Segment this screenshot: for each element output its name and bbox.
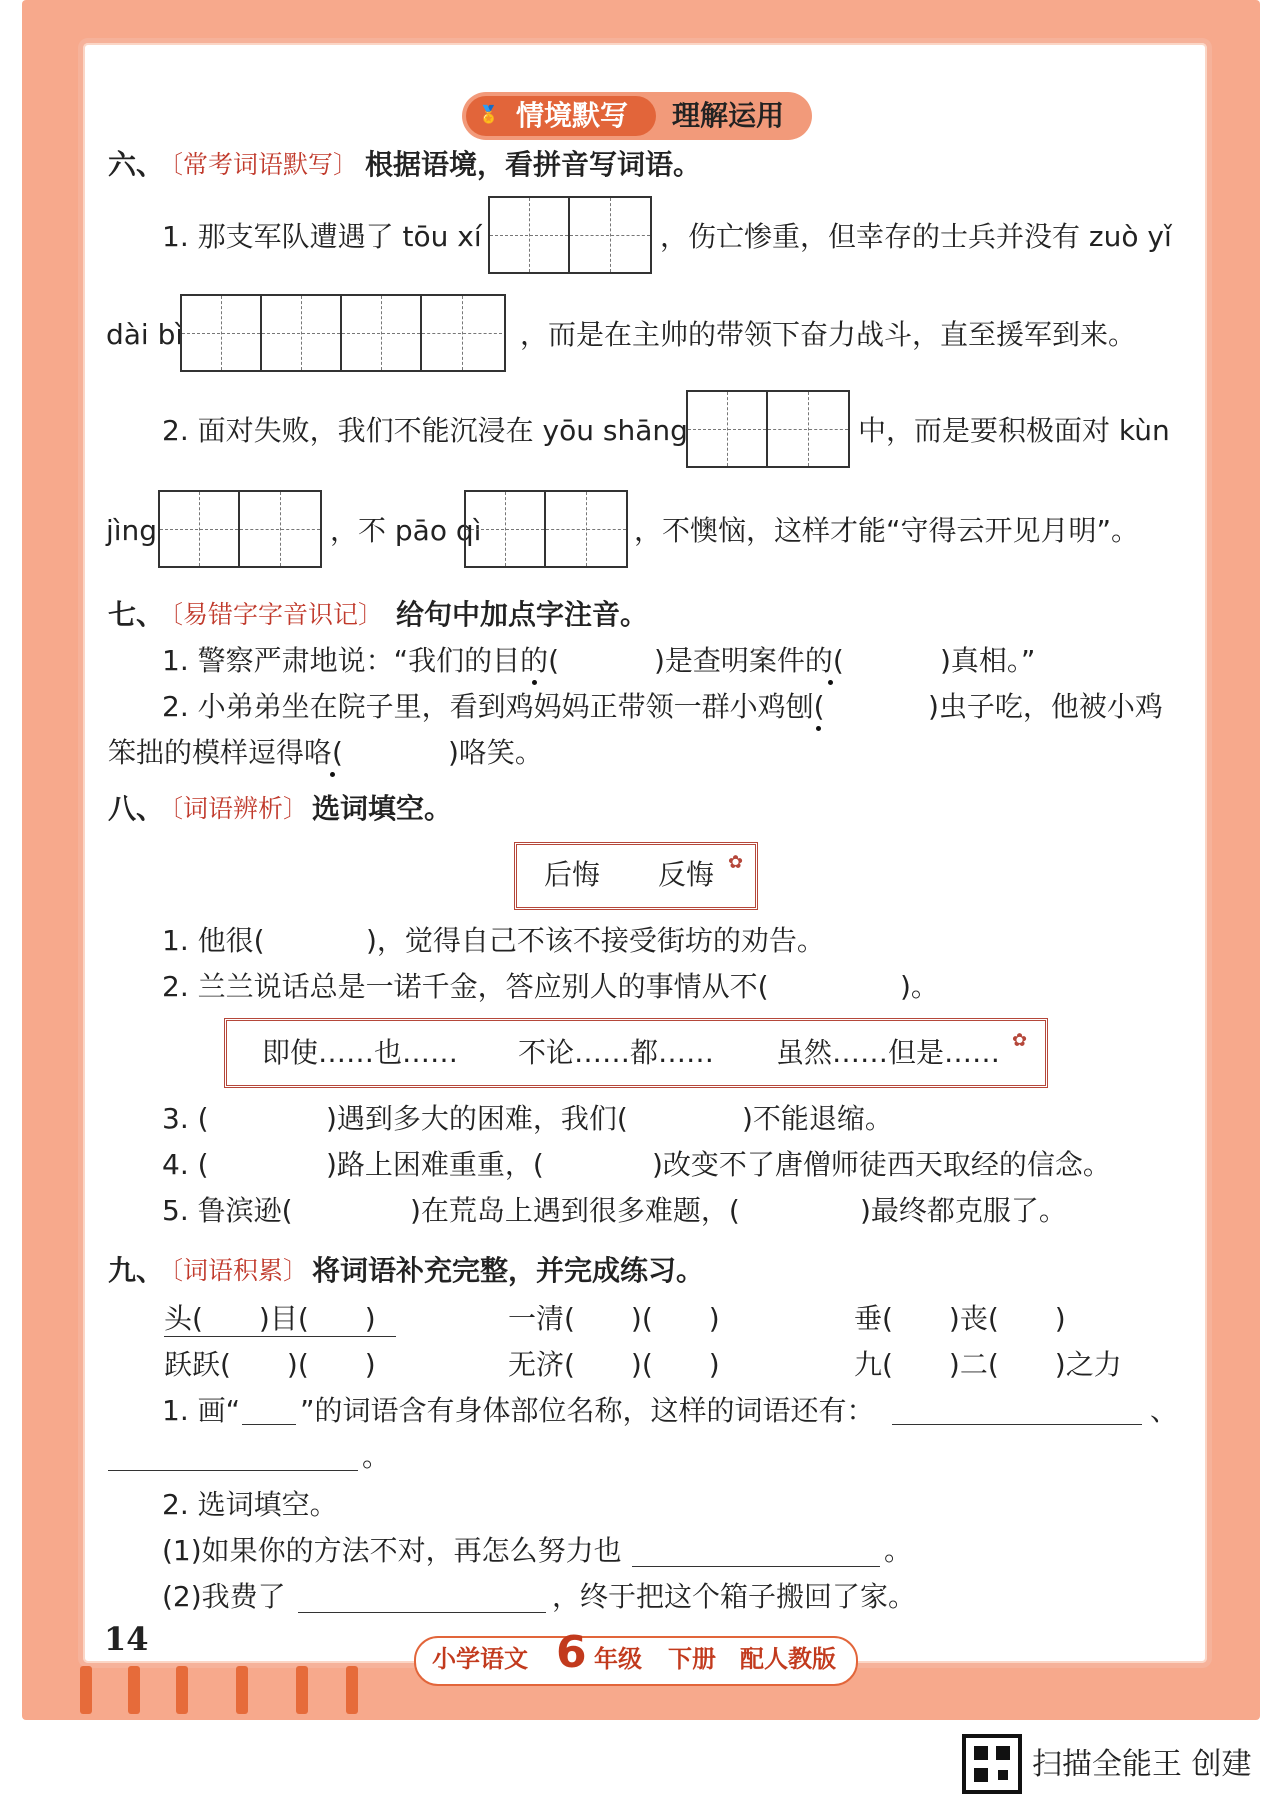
s7-q2-part-a: 2. 小弟弟坐在院子里，看到鸡妈妈正带领一群小鸡刨( — [162, 690, 825, 723]
idiom-underline — [164, 1336, 396, 1337]
s9-q1-part-b: ”的词语含有身体部位名称，这样的词语还有： — [300, 1394, 875, 1427]
s7-q2-part-c: 笨拙的模样逗得咯( — [108, 736, 343, 769]
answer-line[interactable] — [892, 1424, 1142, 1425]
s8-q2-part-a: 2. 兰兰说话总是一诺千金，答应别人的事情从不( — [162, 970, 769, 1003]
conjunction-jishi-ye: 即使……也…… — [262, 1036, 459, 1069]
s8-q3-part-a: 3. ( — [162, 1102, 209, 1135]
s6-q2-part-c: jìng — [106, 514, 158, 547]
tianzige-grid-tou-xi[interactable] — [488, 196, 652, 274]
decor-stripe — [296, 1666, 308, 1714]
s7-instruction: 给句中加点字注音。 — [396, 598, 649, 631]
s9-tag: 〔词语积累〕 — [158, 1256, 309, 1285]
footer-volume: 下册 — [668, 1645, 716, 1673]
word-choice-fanhui: 反悔 — [658, 858, 715, 891]
s9-q2-1-part-b: 。 — [884, 1534, 913, 1567]
watermark-text: 扫描全能王 创建 — [1032, 1747, 1252, 1782]
tianzige-grid-you-shang[interactable] — [686, 390, 850, 468]
s8-q3-part-b: )遇到多大的困难，我们( — [326, 1102, 628, 1135]
s9-q2-label: 2. 选词填空。 — [162, 1488, 338, 1521]
s8-q5-part-c: )最终都克服了。 — [860, 1194, 1067, 1227]
s7-tag: 〔易错字字音识记〕 — [158, 600, 384, 629]
s6-q2-part-d: ，不 pāo qì — [330, 514, 482, 547]
idiom-jiu-er: 九( )二( )之力 — [854, 1348, 1122, 1381]
emphasis-dot — [828, 680, 833, 685]
s9-q2-1-part-a: (1)如果你的方法不对，再怎么努力也 — [162, 1534, 622, 1567]
tianzige-grid-kun-jing[interactable] — [158, 490, 322, 568]
s7-q1-part-a: 1. 警察严肃地说：“我们的目的( — [162, 644, 560, 677]
s6-q2-part-b: 中，而是要积极面对 kùn — [858, 414, 1170, 447]
idiom-yi-qing: 一清( )( ) — [508, 1302, 720, 1335]
idiom-tou-mu: 头( )目( ) — [164, 1302, 376, 1335]
s8-instruction: 选词填空。 — [312, 792, 453, 825]
s8-number: 八、 — [108, 792, 165, 825]
banner-left-label: 情境默写 — [516, 99, 629, 132]
s6-q1-part-d: ，而是在主帅的带领下奋力战斗，直至援军到来。 — [520, 318, 1137, 351]
footer-grade: 年级 — [594, 1645, 642, 1673]
qr-code-icon — [962, 1734, 1022, 1794]
underline-sample — [242, 1424, 296, 1425]
banner-right-label: 理解运用 — [672, 99, 785, 132]
word-choice-houhui: 后悔 — [544, 858, 601, 891]
medal-icon: 🏅 — [478, 105, 500, 125]
answer-line[interactable] — [108, 1470, 358, 1471]
footer-subject: 小学语文 — [432, 1645, 528, 1673]
decor-stripe — [236, 1666, 248, 1714]
decor-stripe — [80, 1666, 92, 1714]
s6-instruction: 根据语境，看拼音写词语。 — [365, 148, 702, 181]
s6-q1-part-b: ，伤亡惨重，但幸存的士兵并没有 zuò yǐ — [660, 220, 1172, 253]
decor-stripe — [346, 1666, 358, 1714]
s8-q5-part-a: 5. 鲁滨逊( — [162, 1194, 293, 1227]
conjunction-bulun-dou: 不论……都…… — [518, 1036, 715, 1069]
idiom-wu-ji: 无济( )( ) — [508, 1348, 720, 1381]
s8-q2-part-b: )。 — [900, 970, 939, 1003]
idiom-chui-sang: 垂( )丧( ) — [854, 1302, 1066, 1335]
s6-number: 六、 — [108, 148, 165, 181]
footer-grade-number: 6 — [556, 1627, 587, 1678]
s8-tag: 〔词语辨析〕 — [158, 794, 309, 823]
emphasis-dot — [532, 680, 537, 685]
s9-number: 九、 — [108, 1254, 165, 1287]
s8-q1-part-b: )，觉得自己不该不接受街坊的劝告。 — [366, 924, 825, 957]
s6-q2-part-e: ，不懊恼，这样才能“守得云开见月明”。 — [634, 514, 1140, 547]
s7-number: 七、 — [108, 598, 165, 631]
decor-stripe — [128, 1666, 140, 1714]
answer-line[interactable] — [632, 1566, 880, 1567]
s8-q1-part-a: 1. 他很( — [162, 924, 265, 957]
s9-q1-part-d: 。 — [362, 1440, 391, 1473]
page-number: 14 — [104, 1620, 149, 1658]
s9-q1-part-a: 1. 画“ — [162, 1394, 241, 1427]
s8-q5-part-b: )在荒岛上遇到很多难题，( — [410, 1194, 740, 1227]
s8-q4-part-b: )路上困难重重，( — [326, 1148, 544, 1181]
emphasis-dot — [816, 726, 821, 731]
s7-q1-part-b: )是查明案件的( — [654, 644, 844, 677]
s6-tag: 〔常考词语默写〕 — [158, 150, 359, 179]
footer-edition: 配人教版 — [740, 1645, 836, 1673]
s8-q4-part-c: )改变不了唐僧师徒西天取经的信念。 — [652, 1148, 1111, 1181]
answer-line[interactable] — [298, 1612, 546, 1613]
tianzige-grid-pao-qi[interactable] — [464, 490, 628, 568]
s7-q2-part-b: )虫子吃，他被小鸡 — [928, 690, 1163, 723]
s6-q1-part-a: 1. 那支军队遭遇了 tōu xí — [162, 220, 482, 253]
emphasis-dot — [330, 772, 335, 777]
s7-q1-part-c: )真相。” — [940, 644, 1036, 677]
s8-q4-part-a: 4. ( — [162, 1148, 209, 1181]
decor-stripe — [176, 1666, 188, 1714]
s9-q1-part-c: 、 — [1150, 1394, 1179, 1427]
s6-q1-part-c: dài bì — [106, 318, 184, 351]
conjunction-suiran-danshi: 虽然……但是…… — [776, 1036, 1001, 1069]
s9-q2-2-part-a: (2)我费了 — [162, 1580, 286, 1613]
tianzige-grid-zuo-yi-dai-bi[interactable] — [180, 294, 506, 372]
idiom-yue-yue: 跃跃( )( ) — [164, 1348, 376, 1381]
s8-q3-part-c: )不能退缩。 — [742, 1102, 893, 1135]
flower-icon: ✿ — [728, 852, 744, 873]
s9-instruction: 将词语补充完整，并完成练习。 — [312, 1254, 705, 1287]
s9-q2-2-part-b: ，终于把这个箱子搬回了家。 — [552, 1580, 917, 1613]
s7-q2-part-d: )咯笑。 — [448, 736, 543, 769]
s6-q2-part-a: 2. 面对失败，我们不能沉浸在 yōu shāng — [162, 414, 688, 447]
flower-icon: ✿ — [1012, 1030, 1028, 1051]
